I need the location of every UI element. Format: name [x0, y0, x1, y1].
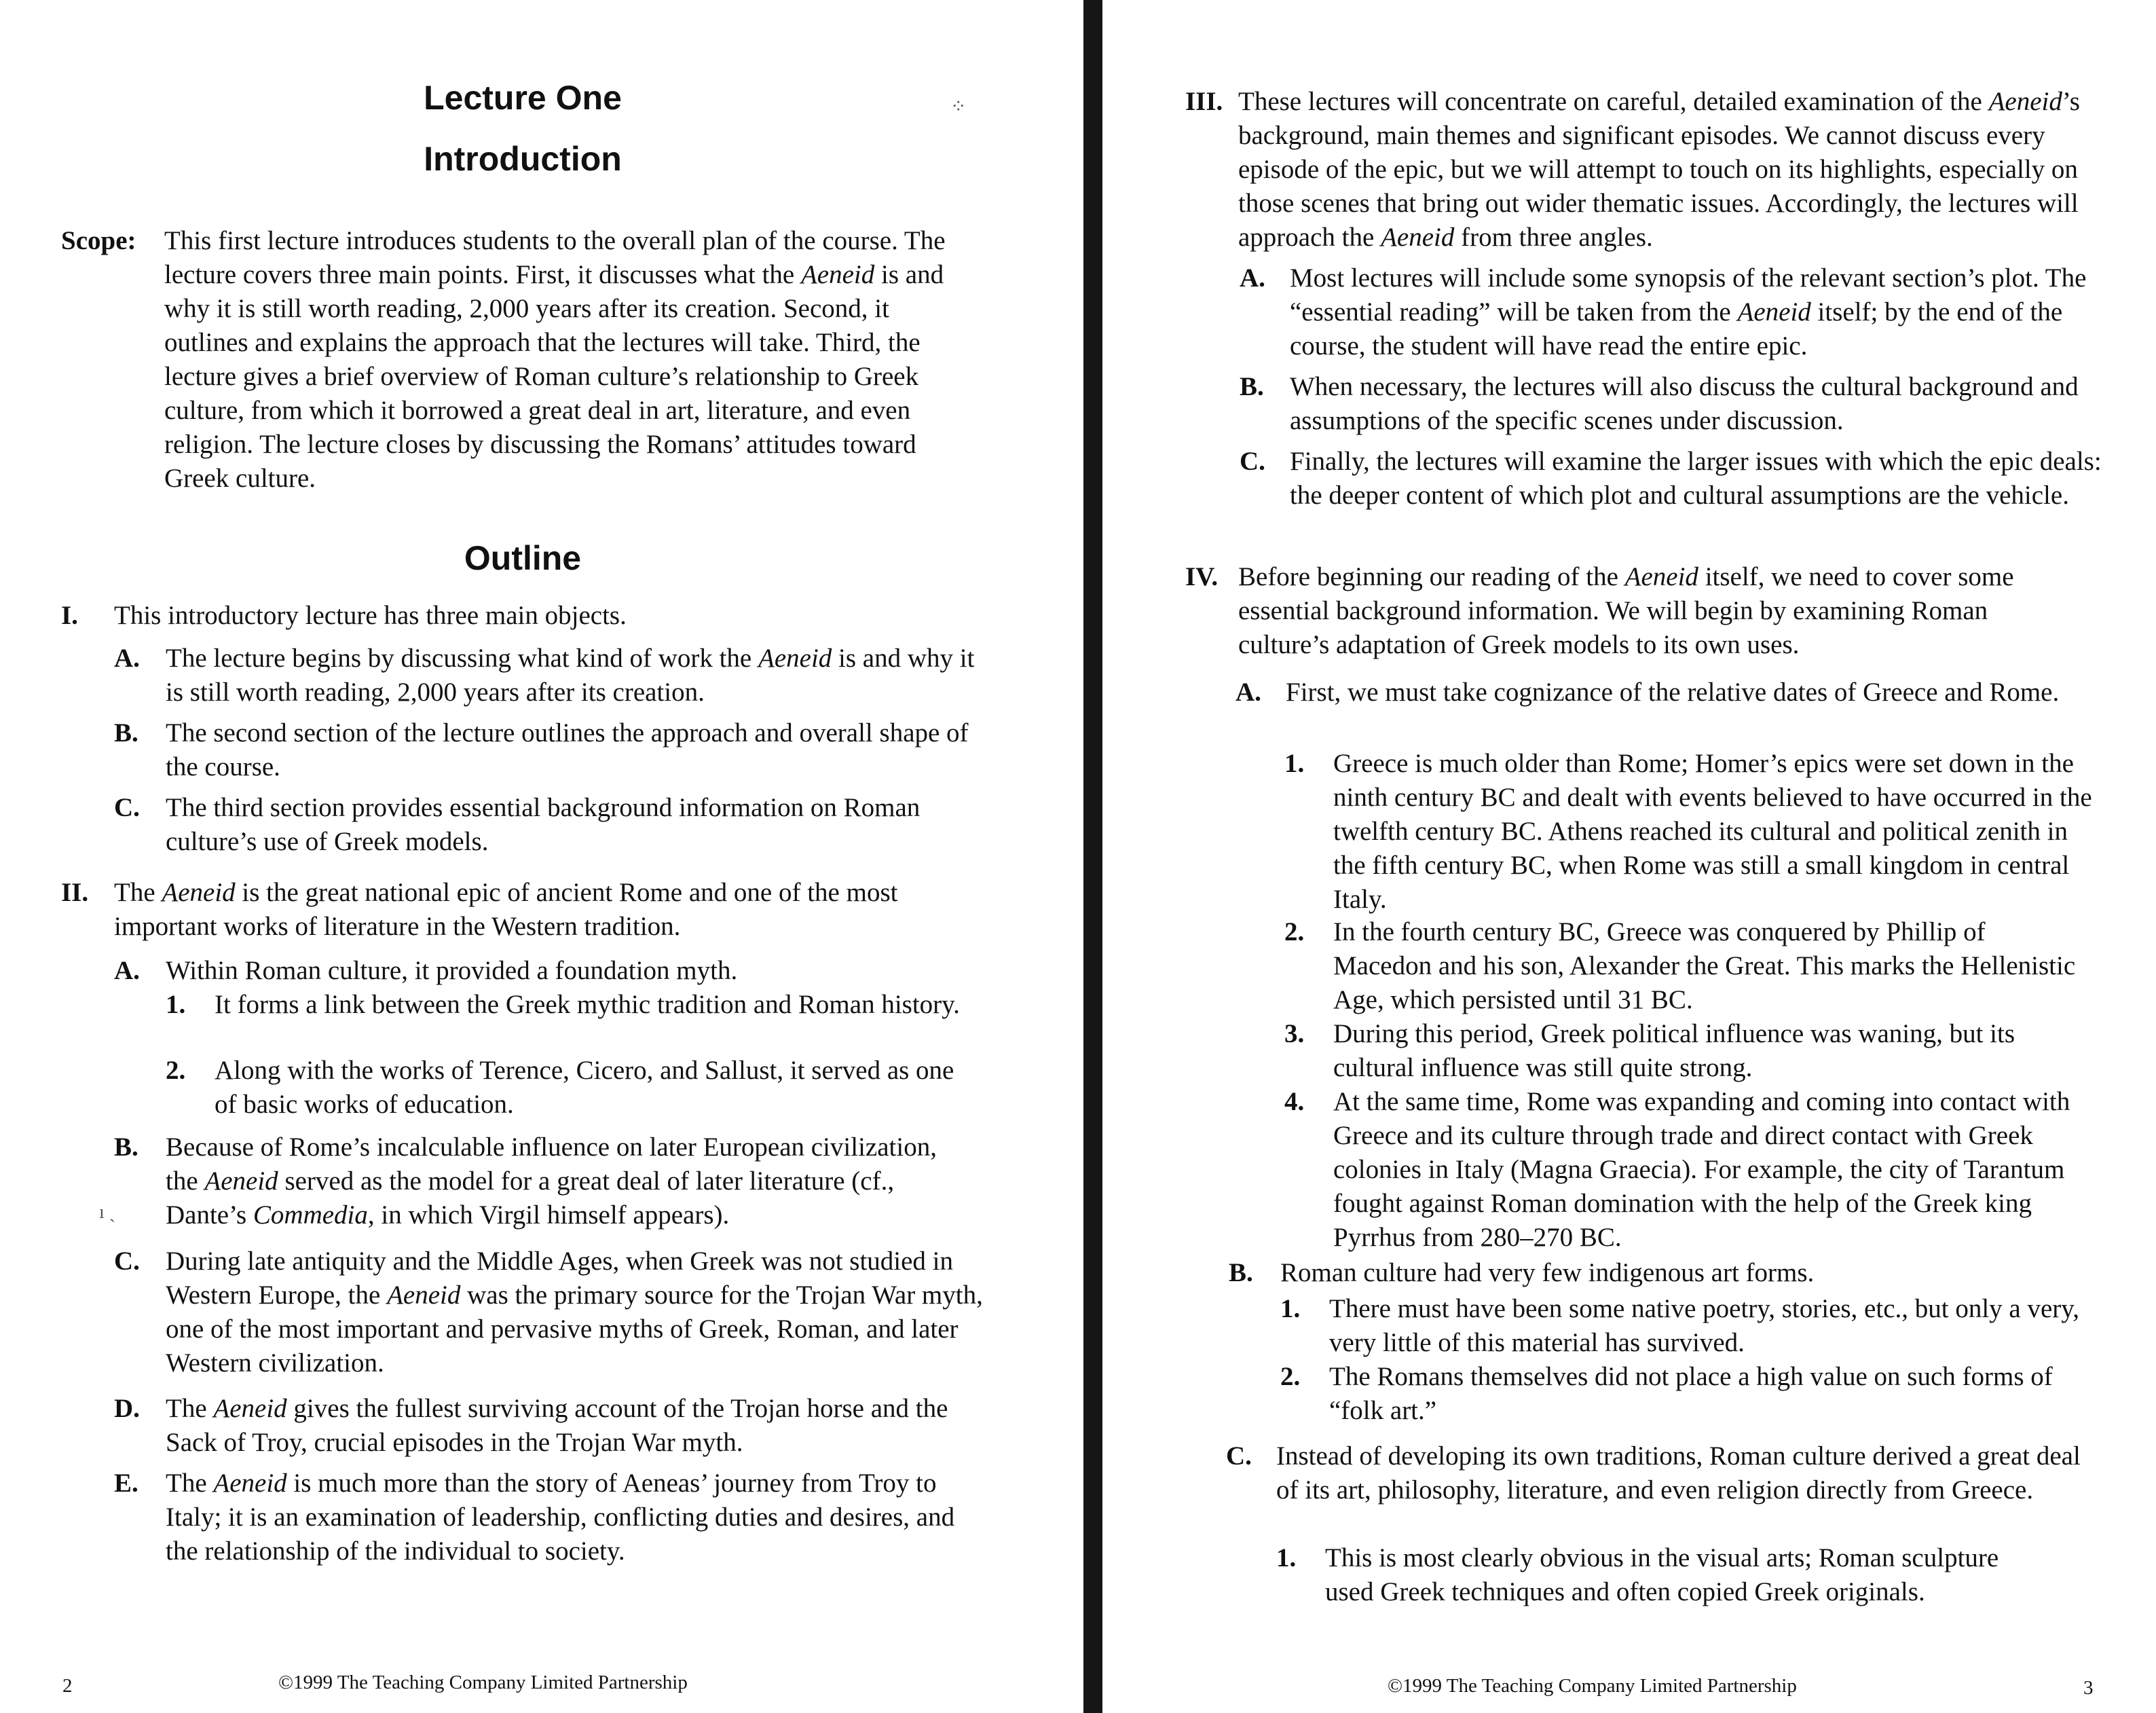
outline-item-IIA1: It forms a link between the Greek mythic tradition and Roman history.: [215, 990, 960, 1019]
outline-label-IVB1: 1.: [1280, 1294, 1301, 1323]
outline-item-III: These lectures will concentrate on careful, detailed examination of the Aeneid’s background, main themes and significant episodes. We cannot discuss every episode of the epic, but we will attempt to touch on its highlights, especially on those scenes that bring out wider thematic issues. Accordingly, the lectures will approach the Aeneid from three angles.: [1238, 87, 2080, 252]
outline-item-IVC1: This is most clearly obvious in the visual arts; Roman sculpture used Greek techniques and often copied Greek originals.: [1325, 1543, 1999, 1606]
outline-label-IVA2: 2.: [1284, 917, 1305, 946]
outline-item-IVB: Roman culture had very few indigenous art forms.: [1280, 1258, 1815, 1287]
outline-item-IVC: Instead of developing its own traditions, Roman culture derived a great deal of its art, philosophy, literature, and even religion directly from Greece.: [1276, 1441, 2081, 1505]
outline-label-IIB: B.: [114, 1132, 138, 1162]
outline-heading: Outline: [464, 539, 582, 577]
outline-label-IIA1: 1.: [166, 990, 186, 1019]
left-page: Lecture One Introduction ⁘ Scope: This first lecture introduces students to the overall plan of the course. The lecture covers three main points. First, it discusses what the Aeneid is and why it is still worth reading, 2,000 years after its creation. Second, it outlines and explains the approach that the lectures will take. Third, the lecture gives a brief overview of Roman culture’s relationship to Greek culture, from which it borrowed a great deal in art, literature, and even religion. The lecture closes by discussing the Romans’ attitudes toward Greek culture. Outline I. This introductory lecture has three main objects. A. The lecture begins by discussing what kind of work the Aeneid is and why it is still worth reading, 2,000 years after its creation. B. The second section of the lecture outlines the approach and overall shape of the course. C. The third section provides essential background information on Roman culture’s use of Greek models. II. The Aeneid is the great national epic of ancient Rome and one of the most important works of literature in the Western tradition. A. Within Roman culture, it provided a foundation myth. 1. It forms a link between the Greek mythic tradition and Roman history. 2. Along with the works of Terence, Cicero, and Sallust, it served as one of basic works of education. B. Because of Rome’s incalculable influence on later European civilization, the Aeneid served as the model for a great deal of later literature (cf., Dante’s Commedia, in which Virgil himself appears). ı ˎ C. During late antiquity and the Middle Ages, when Greek was not studied in Western Europe, the Aeneid was the primary source for the Trojan War myth, one of the most important and pervasive myths of Greek, Roman, and later Western civilization. D. The Aeneid gives the fullest surviving account of the Trojan horse and the Sack of Troy, crucial episodes in the Trojan War myth. E. The Aeneid is much more than the story of Aeneas’ journey from Troy to Italy; it is an examination of leadership, conflicting duties and desires, and the relationship of the individual to society. 2 ©1999 The Teaching Company Limited Partnership: [0, 0, 1086, 1713]
outline-item-IVA4: At the same time, Rome was expanding and coming into contact with Greece and its culture through trade and direct contact with Greek colonies in Italy (Magna Graecia). For example, the city of Tarantum fought against Roman domination with the help of the Greek king Pyrrhus from 280–270 BC.: [1333, 1087, 2070, 1252]
outline-label-IV: IV.: [1185, 562, 1219, 591]
outline-item-IV: Before beginning our reading of the Aeneid itself, we need to cover some essential background information. We will begin by examining Roman culture’s adaptation of Greek models to its own uses.: [1238, 562, 2014, 659]
outline-label-IA: A.: [114, 644, 140, 673]
outline-label-IVA3: 3.: [1284, 1019, 1305, 1048]
outline-item-IVA3: During this period, Greek political influence was waning, but its cultural influence was still quite strong.: [1333, 1019, 2015, 1082]
outline-label-I: I.: [61, 601, 78, 630]
copyright-footer: ©1999 The Teaching Company Limited Partnership: [278, 1672, 688, 1693]
book-spine: [1083, 0, 1102, 1713]
outline-item-IVB1: There must have been some native poetry, stories, etc., but only a very, very little of this material has survived.: [1329, 1294, 2080, 1357]
outline-item-IA: The lecture begins by discussing what kind of work the Aeneid is and why it is still worth reading, 2,000 years after its creation.: [166, 644, 975, 707]
outline-item-IIC: During late antiquity and the Middle Ages, when Greek was not studied in Western Europe, the Aeneid was the primary source for the Trojan War myth, one of the most important and pervasive myths of Greek, Roman, and later Western civilization.: [166, 1247, 983, 1378]
outline-item-IIE: The Aeneid is much more than the story of Aeneas’ journey from Troy to Italy; it is an examination of leadership, conflicting duties and desires, and the relationship of the individual to society.: [166, 1469, 955, 1566]
outline-item-IIIA: Most lectures will include some synopsis of the relevant section’s plot. The “essential reading” will be taken from the Aeneid itself; by the end of the course, the student will have read the entire epic.: [1290, 263, 2087, 361]
outline-label-IIIB: B.: [1240, 372, 1264, 401]
outline-item-IIIB: When necessary, the lectures will also discuss the cultural background and assumptions of the specific scenes under discussion.: [1290, 372, 2079, 435]
outline-item-IID: The Aeneid gives the fullest surviving account of the Trojan horse and the Sack of Troy, crucial episodes in the Trojan War myth.: [166, 1394, 948, 1457]
outline-label-IIC: C.: [114, 1247, 140, 1276]
outline-label-IVC1: 1.: [1276, 1543, 1297, 1572]
scope-label: Scope:: [61, 226, 136, 255]
lecture-title: Lecture One: [424, 79, 622, 117]
outline-item-IC: The third section provides essential background information on Roman culture’s use of Greek models.: [166, 793, 921, 856]
outline-item-IVB2: The Romans themselves did not place a high value on such forms of “folk art.”: [1329, 1362, 2053, 1425]
outline-label-IVA: A.: [1235, 678, 1261, 707]
outline-item-IIIC: Finally, the lectures will examine the larger issues with which the epic deals: the deeper content of which plot and cultural assumptions are the vehicle.: [1290, 447, 2102, 510]
outline-item-I: This introductory lecture has three main objects.: [114, 601, 627, 630]
outline-label-IVB2: 2.: [1280, 1362, 1301, 1391]
outline-item-IIA: Within Roman culture, it provided a foundation myth.: [166, 956, 738, 985]
page-number: 3: [2083, 1677, 2094, 1699]
outline-label-IVA1: 1.: [1284, 749, 1305, 778]
page-number: 2: [62, 1675, 73, 1697]
copyright-footer: ©1999 The Teaching Company Limited Partnership: [1388, 1675, 1797, 1697]
outline-label-IVC: C.: [1226, 1441, 1252, 1471]
outline-label-IVA4: 4.: [1284, 1087, 1305, 1116]
outline-item-IIB: Because of Rome’s incalculable influence on later European civilization, the Aeneid served as the model for a great deal of later literature (cf., Dante’s Commedia, in which Virgil himself appears).: [166, 1132, 937, 1230]
lecture-subtitle: Introduction: [424, 140, 622, 178]
scope-text: This first lecture introduces students to the overall plan of the course. The lecture covers three main points. First, it discusses what the Aeneid is and why it is still worth reading, 2,000 years after its creation. Second, it outlines and explains the approach that the lectures will take. Third, the lecture gives a brief overview of Roman culture’s relationship to Greek culture, from which it borrowed a great deal in art, literature, and even religion. The lecture closes by discussing the Romans’ attitudes toward Greek culture.: [164, 226, 946, 493]
outline-label-IC: C.: [114, 793, 140, 822]
outline-label-IIA2: 2.: [166, 1056, 186, 1085]
outline-item-IVA: First, we must take cognizance of the relative dates of Greece and Rome.: [1286, 678, 2060, 707]
outline-label-IIIC: C.: [1240, 447, 1265, 476]
outline-label-II: II.: [61, 878, 89, 907]
outline-label-III: III.: [1185, 87, 1223, 116]
outline-item-IB: The second section of the lecture outlines the approach and overall shape of the course.: [166, 718, 969, 781]
outline-label-IIIA: A.: [1240, 263, 1265, 293]
outline-item-IIA2: Along with the works of Terence, Cicero, and Sallust, it served as one of basic works of education.: [215, 1056, 954, 1119]
outline-item-IVA1: Greece is much older than Rome; Homer’s epics were set down in the ninth century BC and dealt with events believed to have occurred in the twelfth century BC. Athens reached its cultural and political zenith in the fifth century BC, when Rome was still a small kingdom in central Italy.: [1333, 749, 2092, 914]
outline-label-IIA: A.: [114, 956, 140, 985]
outline-label-IID: D.: [114, 1394, 140, 1423]
outline-label-IVB: B.: [1229, 1258, 1253, 1287]
right-page: [1102, 0, 2156, 1713]
outline-label-IIE: E.: [114, 1469, 138, 1498]
outline-item-II: The Aeneid is the great national epic of ancient Rome and one of the most important works of literature in the Western tradition.: [114, 878, 898, 941]
outline-item-IVA2: In the fourth century BC, Greece was conquered by Phillip of Macedon and his son, Alexander the Great. This marks the Hellenistic Age, which persisted until 31 BC.: [1333, 917, 2076, 1014]
outline-label-IB: B.: [114, 718, 138, 748]
